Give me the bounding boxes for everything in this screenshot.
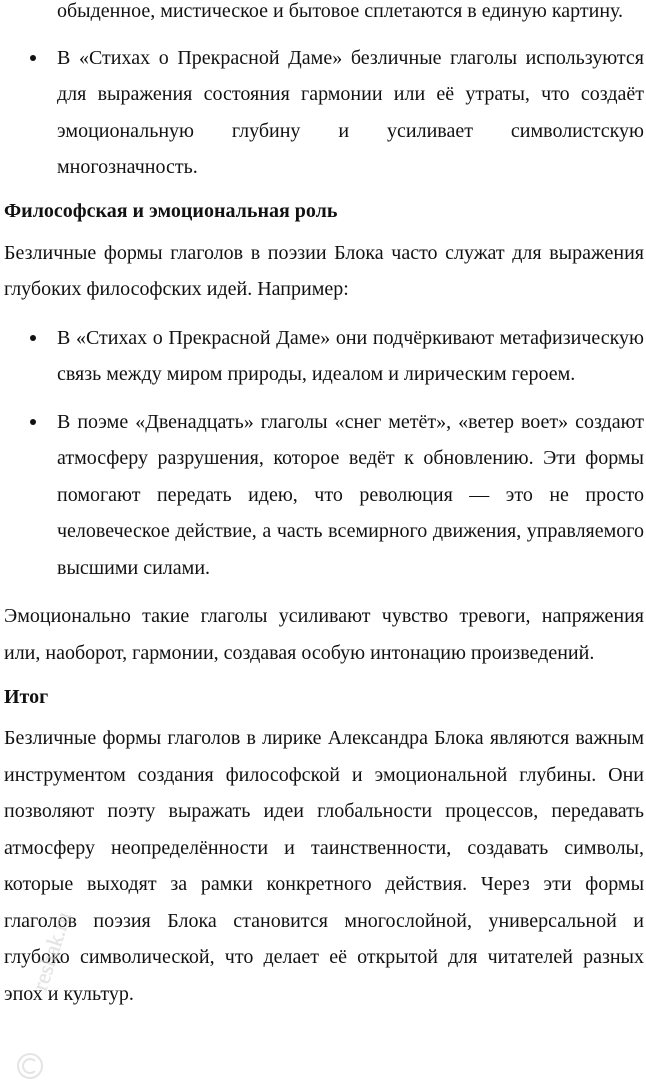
section-heading: Философская и эмоциональная роль (4, 199, 338, 222)
bullet-icon (30, 335, 36, 341)
bullet-icon (30, 55, 36, 61)
list-item (4, 320, 644, 393)
bullet-list-section1 (4, 320, 644, 587)
list-item (4, 404, 644, 587)
document-page (4, 0, 644, 1012)
paragraph: Безличные формы глаголов в поэзии Блока часто служат для выражения глубоких философских идей. Например: (4, 241, 644, 300)
list-item-text: В «Стихах о Прекрасной Даме» они подчёркивают метафизическую связь между миром природы, идеалом и лирическим героем. (57, 326, 644, 385)
section-heading: Итог (4, 686, 49, 708)
list-item (4, 40, 644, 186)
bullet-list-top (4, 0, 644, 186)
watermark-text: reshak.ru (26, 908, 76, 994)
list-item-text: обыденное, мистическое и бытовое сплетаются в единую картину. (57, 0, 624, 22)
bullet-icon (30, 419, 36, 425)
list-item-text: В «Стихах о Прекрасной Даме» безличные глаголы используются для выражения состояния гармонии или её утраты, что создаёт эмоциональную глубину и усиливает символистскую многозначность. (57, 46, 644, 178)
list-item (4, 0, 644, 30)
paragraph: Эмоционально такие глаголы усиливают чувство тревоги, напряжения или, наоборот, гармонии, создавая особую интонацию произведений. (4, 605, 644, 664)
paragraph: Безличные формы глаголов в лирике Александра Блока являются важным инструментом создания философской и эмоциональной глубины. Они позволяют поэту выражать идеи глобальности процессов, передавать атмосферу неопределённости и таинственности, создавать символы, которые выходят за рамки конкретного действия. Через эти формы глаголов поэзия Блока становится многослойной, универсальной и глубоко символической, что делает её открытой для читателей разных эпох и культур. (4, 727, 644, 1005)
list-item-text: В поэме «Двенадцать» глаголы «снег метёт», «ветер воет» создают атмосферу разрушения, которое ведёт к обновлению. Эти формы помогают передать идею, что революция — это не просто человеческое действие, а часть всемирного движения, управляемого высшими силами. (57, 410, 644, 579)
